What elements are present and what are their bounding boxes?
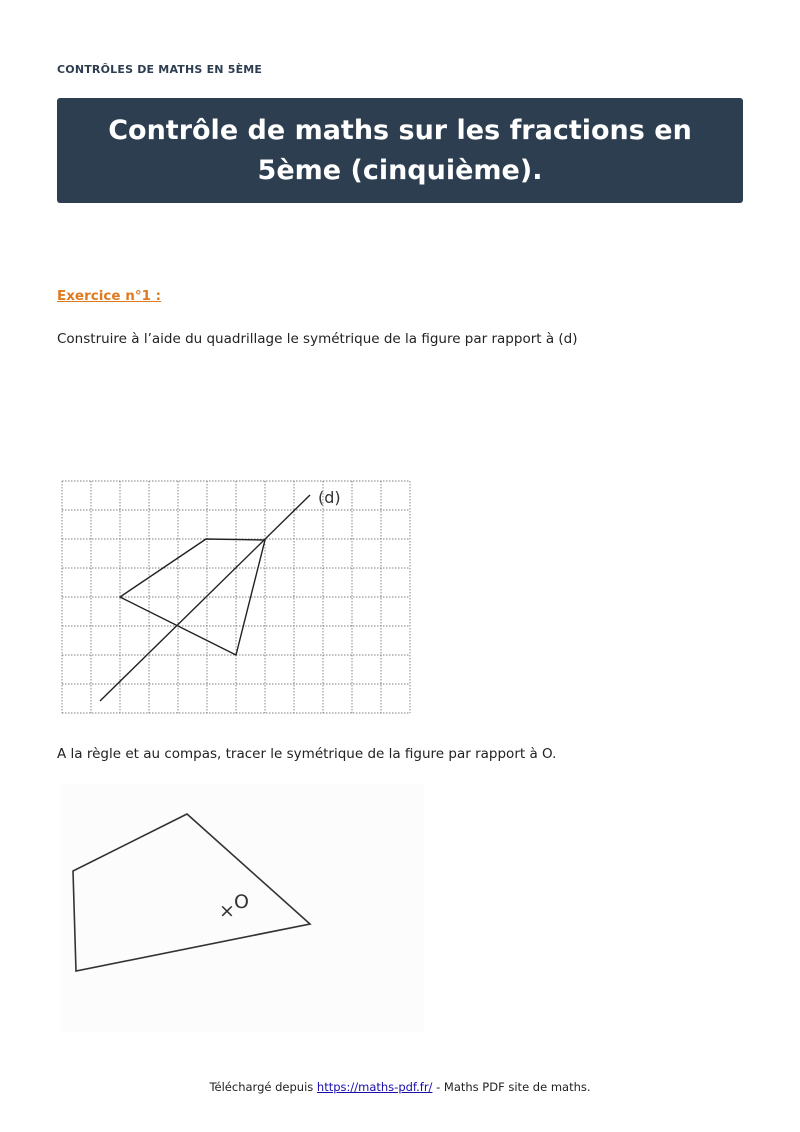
point-o-label: O <box>234 891 249 913</box>
exercise-heading: Exercice n°1 : <box>57 288 162 304</box>
instruction-symmetry-line: Construire à l’aide du quadrillage le symétrique de la figure par rapport à (d) <box>57 331 578 347</box>
category-label: CONTRÔLES DE MATHS EN 5ÈME <box>57 63 263 76</box>
grid-figure <box>60 479 412 717</box>
axis-line-d <box>100 495 310 701</box>
title-banner <box>57 98 743 203</box>
axis-label-d: (d) <box>318 488 341 507</box>
point-o-marker: × <box>219 900 235 922</box>
page-title: Contrôle de maths sur les fractions en 5ème (cinquième). <box>108 114 692 186</box>
footer-link[interactable]: https://maths-pdf.fr/ <box>316 1080 433 1094</box>
instruction-point-symmetry: A la règle et au compas, tracer le symétrique de la figure par rapport à O. <box>57 746 557 762</box>
footer-prefix: Téléchargé depuis <box>209 1080 317 1094</box>
point-symmetry-figure <box>60 784 424 1032</box>
grid-lines <box>62 481 410 713</box>
footer-suffix: - Maths PDF site de maths. <box>432 1080 591 1094</box>
footer <box>0 1080 800 1094</box>
